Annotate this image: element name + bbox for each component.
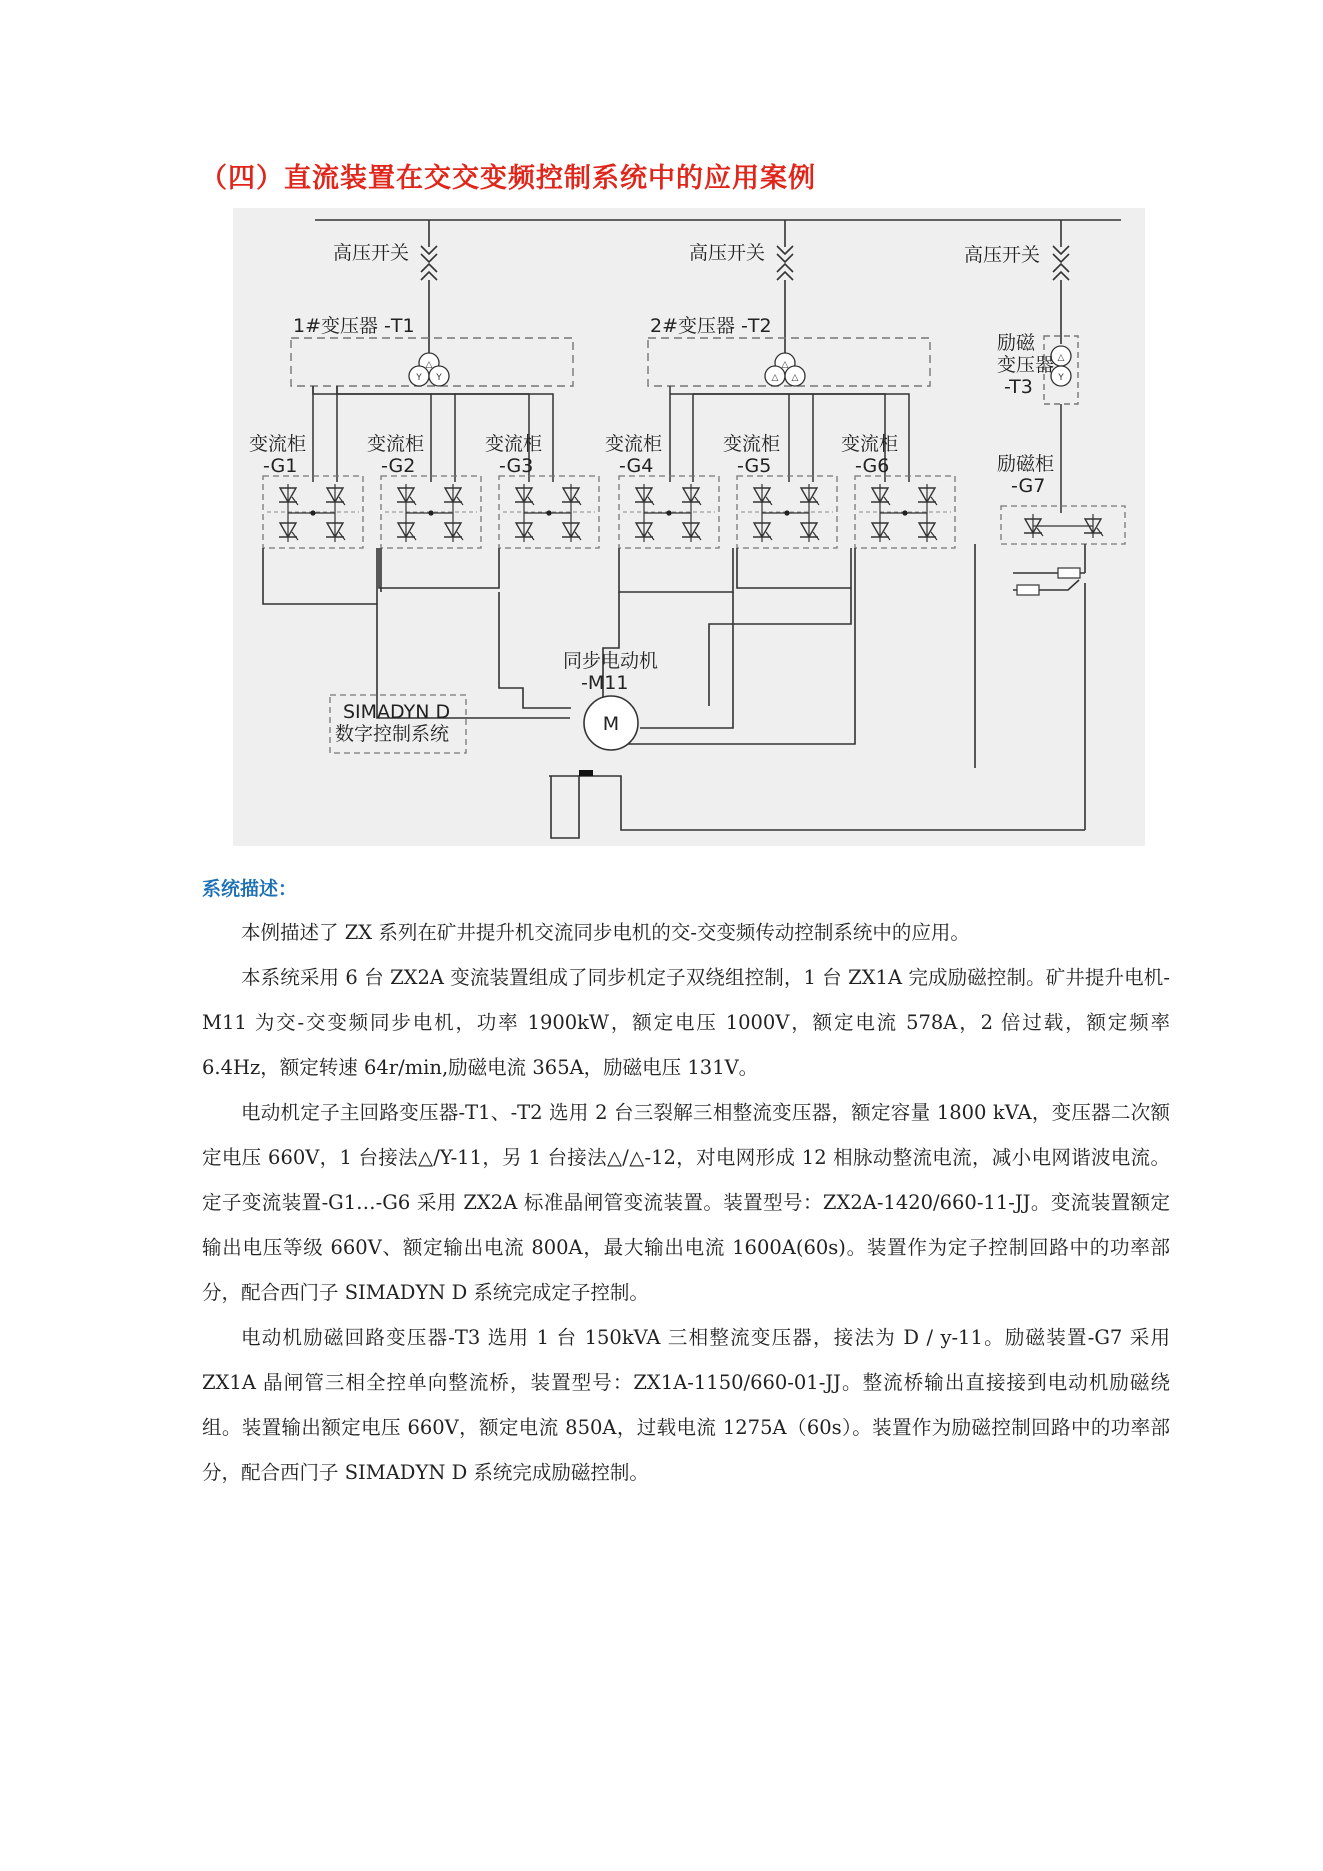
paragraph-3: 电动机定子主回路变压器-T1、-T2 选用 2 台三裂解三相整流变压器，额定容量 1800 kVA，变压器二次额定电压 660V，1 台接法△/Y-11，另 1 台接法△/△-12，对电网形成 12 相脉动整流电流，减小电网谐波电流。定子变流装置-G1…-G6 采用 ZX2A 标准晶闸管变流装置。装置型号：ZX2A-1420/660-11-JJ。变流装置额定输出电压等级 660V、额定输出电流 800A，最大输出电流 1600A(60s)。装置作为定子控制回路中的功率部分，配合西门子 SIMADYN D 系统完成定子控制。 [202,1101,1170,1304]
converter-label-g6: 变流柜 [841,433,899,455]
paragraph-1: 本例描述了 ZX 系列在矿井提升机交流同步电机的交-交变频传动控制系统中的应用。 [241,921,970,944]
transformer-t1-label: 1#变压器 -T1 [293,315,415,337]
converter-id-g1: -G1 [263,455,298,477]
section-title: 系统描述： [202,878,298,900]
simadyn-label-1: SIMADYN D [343,701,451,723]
converter-label-g3: 变流柜 [485,433,543,455]
description-body [202,910,1170,1495]
svg-text:△: △ [1057,353,1065,363]
converter-label-g1: 变流柜 [249,433,307,455]
svg-text:Y: Y [1058,373,1064,383]
paragraph-2: 本系统采用 6 台 ZX2A 变流装置组成了同步机定子双绕组控制，1 台 ZX1A 完成励磁控制。矿井提升电机-M11 为交-交变频同步电机，功率 1900kW，额定电压 1000V，额定电流 578A，2 倍过载，额定频率 6.4Hz，额定转速 64r/min,励磁电流 365A，励磁电压 131V。 [202,966,1170,1079]
motor-label-1: 同步电动机 [563,650,659,672]
paragraph-4: 电动机励磁回路变压器-T3 选用 1 台 150kVA 三相整流变压器，接法为 D / y-11。励磁装置-G7 采用 ZX1A 晶闸管三相全控单向整流桥，装置型号：ZX1A-1150/660-01-JJ。整流桥输出直接接到电动机励磁绕组。装置输出额定电压 660V，额定电流 850A，过载电流 1275A（60s）。装置作为励磁控制回路中的功率部分，配合西门子 SIMADYN D 系统完成励磁控制。 [202,1326,1170,1484]
converter-id-g6: -G6 [855,455,890,477]
converter-label-g2: 变流柜 [367,433,425,455]
converter-id-g3: -G3 [499,455,534,477]
svg-text:△: △ [781,360,789,370]
transformer-t2-label: 2#变压器 -T2 [650,315,772,337]
exc-cabinet-label-2: -G7 [1011,475,1046,497]
hv-switch-label-3: 高压开关 [964,244,1041,266]
exc-transformer-label-1: 励磁 [997,332,1036,354]
simadyn-label-2: 数字控制系统 [335,723,450,745]
svg-text:△: △ [791,373,799,383]
page-title: （四）直流装置在交交变频控制系统中的应用案例 [200,163,816,194]
converter-id-g2: -G2 [381,455,416,477]
exc-transformer-label-2: 变压器 [997,354,1055,376]
motor-label-2: -M11 [581,672,629,694]
hv-switch-label-2: 高压开关 [689,242,766,264]
system-diagram [233,208,1145,846]
converter-label-g4: 变流柜 [605,433,663,455]
converter-label-g5: 变流柜 [723,433,781,455]
converter-id-g4: -G4 [619,455,654,477]
svg-text:△: △ [771,373,779,383]
converter-id-g5: -G5 [737,455,772,477]
hv-switch-label-1: 高压开关 [333,242,410,264]
svg-text:Y: Y [416,373,422,383]
exc-cabinet-label-1: 励磁柜 [997,453,1055,475]
motor-symbol: M [602,713,620,735]
exc-transformer-label-3: -T3 [1004,376,1033,398]
svg-text:△: △ [425,360,433,370]
svg-text:Y: Y [436,373,442,383]
